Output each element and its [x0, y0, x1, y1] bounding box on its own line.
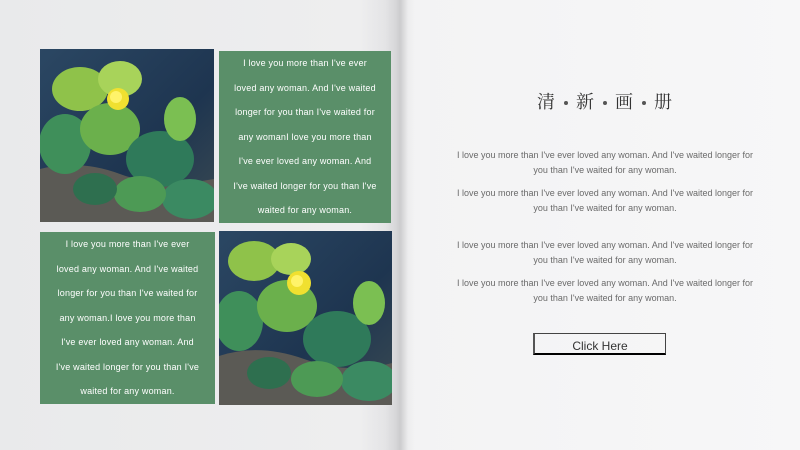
title-char-3: 画: [615, 92, 634, 113]
title-char-4: 册: [654, 92, 673, 113]
cactus-image-top-left: [40, 49, 214, 222]
cactus-painting-icon: [219, 231, 392, 405]
album-title: [500, 88, 710, 114]
title-dot-3: [642, 101, 646, 105]
paragraph-1: I love you more than I've ever loved any woman. And I've waited longer for you than I've waited for any woman.: [456, 150, 754, 175]
title-char-1: 清: [537, 92, 556, 113]
paragraph-3: I love you more than I've ever loved any woman. And I've waited longer for you than I've waited for any woman.: [456, 240, 754, 265]
cactus-painting-icon: [40, 49, 214, 222]
text-tile-top-right-body: I love you more than I've ever loved any woman. And I've waited longer for you than I've waited for any womanI love you more than I've ever loved any woman. And I've waited longer for you than I've waited for any woman.: [233, 58, 377, 216]
title-char-2: 新: [576, 92, 595, 113]
cactus-image-bottom-right: [219, 231, 392, 405]
title-dot-2: [603, 101, 607, 105]
text-tile-bottom-left-body: I love you more than I've ever loved any woman. And I've waited longer for you than I've waited for any woman.I love you more than I've ever loved any woman. And I've waited longer for you than I've waited for any woman.: [55, 239, 200, 397]
title-dot-1: [564, 101, 568, 105]
paragraph-4: I love you more than I've ever loved any woman. And I've waited longer for you than I've waited for any woman.: [456, 278, 754, 303]
text-tile-top-right: [219, 51, 391, 223]
paragraph-2: I love you more than I've ever loved any woman. And I've waited longer for you than I've waited for any woman.: [456, 188, 754, 213]
text-tile-bottom-left: [40, 232, 215, 404]
click-here-button[interactable]: Click Here: [533, 333, 666, 355]
